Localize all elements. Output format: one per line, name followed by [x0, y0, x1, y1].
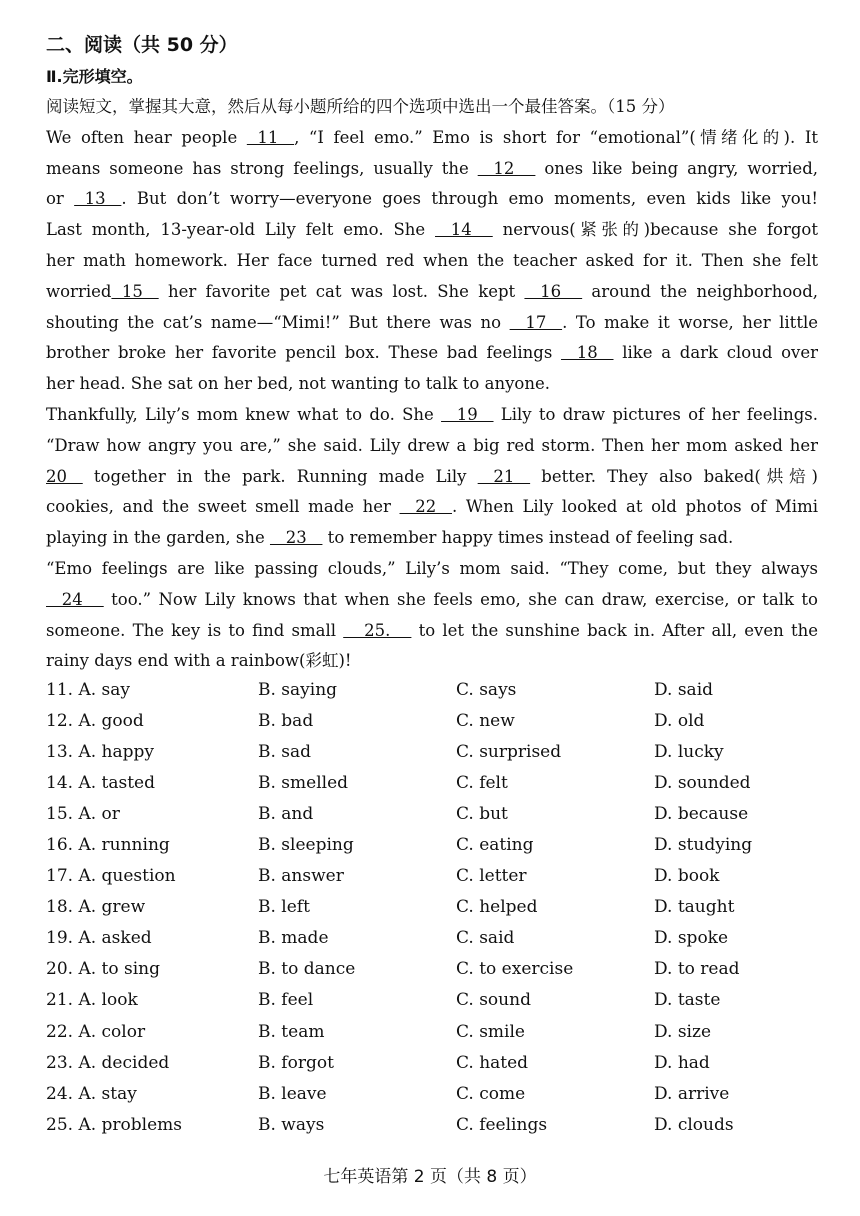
option-b: B. leave	[258, 1083, 327, 1104]
option-a: 15. A. or	[46, 803, 120, 824]
question-row	[46, 892, 826, 923]
blank-19: 19	[441, 404, 494, 424]
option-a: 17. A. question	[46, 866, 176, 887]
blank-18: 18	[561, 343, 614, 363]
part-title: Ⅱ.完形填空。	[46, 67, 143, 86]
blank-14: 14	[435, 220, 493, 240]
blank-15: 15	[111, 281, 159, 301]
question-row	[46, 1016, 826, 1047]
option-a: 18. A. grew	[46, 897, 146, 918]
passage-line: 24 too.” Now Lily knows that when she feels emo, she can draw, exercise, or talk to	[46, 585, 818, 616]
option-a: 13. A. happy	[46, 741, 154, 762]
option-a: 12. A. good	[46, 710, 144, 731]
blank-25: 25.	[343, 620, 412, 640]
passage-line: “Draw how angry you are,” she said. Lily drew a big red storm. Then her mom asked her	[46, 435, 818, 455]
passage-line: cookies, and the sweet smell made her 22 . When Lily looked at old photos of Mimi	[46, 492, 818, 523]
option-b: B. sad	[258, 741, 312, 762]
passage-line: Thankfully, Lily’s mom knew what to do. She 19 Lily to draw pictures of her feelings.	[46, 400, 818, 431]
option-b: B. bad	[258, 710, 314, 731]
blank-17: 17	[509, 312, 563, 332]
blank-22: 22	[399, 497, 452, 517]
option-c: C. to exercise	[456, 959, 574, 980]
option-d: D. to read	[654, 959, 740, 980]
question-number: 23.	[46, 1052, 74, 1073]
question-row	[46, 1109, 826, 1140]
question-number: 16.	[46, 835, 74, 856]
option-b: B. saying	[258, 679, 338, 700]
option-a: 24. A. stay	[46, 1083, 137, 1104]
option-b: B. ways	[258, 1114, 325, 1135]
option-d: D. arrive	[654, 1083, 730, 1104]
passage-line: her head. She sat on her bed, not wanting to talk to anyone.	[46, 374, 550, 394]
option-a: 19. A. asked	[46, 928, 152, 949]
option-b: B. feel	[258, 990, 314, 1011]
blank-23: 23	[269, 528, 323, 548]
option-d: D. old	[654, 710, 705, 731]
blank-12: 12	[477, 158, 536, 178]
question-row	[46, 736, 826, 767]
passage-line: someone. The key is to find small 25. to let the sunshine back in. After all, even the	[46, 616, 818, 647]
question-number: 11.	[46, 679, 74, 700]
option-c: C. smile	[456, 1021, 525, 1042]
option-b: B. sleeping	[258, 835, 354, 856]
section-title: 二、阅读（共 50 分）	[46, 34, 238, 56]
question-row	[46, 829, 826, 860]
passage-line: playing in the garden, she 23 to remember happy times instead of feeling sad.	[46, 523, 818, 554]
option-a: 11. A. say	[46, 679, 131, 700]
question-number: 19.	[46, 928, 74, 949]
option-b: B. left	[258, 897, 310, 918]
question-row	[46, 985, 826, 1016]
option-d: D. clouds	[654, 1114, 734, 1135]
instruction-line: 阅读短文，掌握其大意，然后从每小题所给的四个选项中选出一个最佳答案。（15 分）	[46, 97, 675, 116]
question-row	[46, 1047, 826, 1078]
question-number: 17.	[46, 866, 74, 887]
option-c: C. new	[456, 710, 515, 731]
question-number: 22.	[46, 1021, 74, 1042]
passage-line: means someone has strong feelings, usually the 12 ones like being angry, worried,	[46, 154, 818, 185]
passage-line: 20 together in the park. Running made Lily 21 better. They also baked(烘焙)	[46, 462, 818, 493]
option-d: D. spoke	[654, 928, 729, 949]
option-d: D. taught	[654, 897, 735, 918]
option-c: C. feelings	[456, 1114, 548, 1135]
blank-21: 21	[477, 466, 531, 486]
question-row	[46, 954, 826, 985]
option-d: D. taste	[654, 990, 721, 1011]
option-c: C. hated	[456, 1052, 529, 1073]
option-c: C. helped	[456, 897, 538, 918]
blank-16: 16	[524, 281, 583, 301]
passage-line: rainy days end with a rainbow(彩虹)!	[46, 651, 352, 671]
blank-13: 13	[74, 189, 122, 209]
option-d: D. size	[654, 1021, 712, 1042]
question-number: 24.	[46, 1083, 74, 1104]
question-row	[46, 1078, 826, 1109]
page-footer: 七年英语第 2 页（共 8 页）	[323, 1167, 537, 1187]
option-c: C. says	[456, 679, 517, 700]
answer-options	[46, 674, 826, 1140]
passage-line: worried 15 her favorite pet cat was lost. She kept 16 around the neighborhood,	[46, 277, 818, 308]
option-c: C. said	[456, 928, 515, 949]
option-b: B. smelled	[258, 772, 349, 793]
blank-11: 11	[246, 127, 295, 147]
passage-line: “Emo feelings are like passing clouds,” Lily’s mom said. “They come, but they always	[46, 558, 818, 578]
question-row	[46, 798, 826, 829]
option-a: 14. A. tasted	[46, 772, 156, 793]
question-number: 15.	[46, 803, 74, 824]
option-a: 22. A. color	[46, 1021, 146, 1042]
passage-line: We often hear people 11 , “I feel emo.” Emo is short for “emotional”(情绪化的). It	[46, 123, 818, 154]
blank-24: 24	[46, 589, 104, 609]
option-b: B. forgot	[258, 1052, 334, 1073]
question-number: 20.	[46, 959, 74, 980]
passage-line: shouting the cat’s name—“Mimi!” But there was no 17 . To make it worse, her little	[46, 308, 818, 339]
passage-line: Last month, 13-year-old Lily felt emo. She 14 nervous(紧张的)because she forgot	[46, 215, 818, 246]
passage-line: or 13 . But don’t worry—everyone goes through emo moments, even kids like you!	[46, 184, 818, 215]
option-d: D. had	[654, 1052, 710, 1073]
passage-line: her math homework. Her face turned red when the teacher asked for it. Then she felt	[46, 250, 818, 270]
option-a: 25. A. problems	[46, 1114, 183, 1135]
question-number: 14.	[46, 772, 74, 793]
option-a: 16. A. running	[46, 835, 170, 856]
option-d: D. book	[654, 866, 720, 887]
option-b: B. answer	[258, 866, 344, 887]
option-c: C. but	[456, 803, 508, 824]
question-row	[46, 767, 826, 798]
question-number: 12.	[46, 710, 74, 731]
option-c: C. felt	[456, 772, 508, 793]
option-b: B. and	[258, 803, 314, 824]
option-d: D. studying	[654, 835, 753, 856]
option-c: C. sound	[456, 990, 531, 1011]
option-b: B. made	[258, 928, 329, 949]
question-row	[46, 923, 826, 954]
question-number: 13.	[46, 741, 74, 762]
option-c: C. letter	[456, 866, 527, 887]
option-d: D. sounded	[654, 772, 751, 793]
question-number: 25.	[46, 1114, 74, 1135]
option-a: 21. A. look	[46, 990, 138, 1011]
option-a: 20. A. to sing	[46, 959, 160, 980]
passage-line: brother broke her favorite pencil box. These bad feelings 18 like a dark cloud over	[46, 338, 818, 369]
option-d: D. said	[654, 679, 714, 700]
option-d: D. because	[654, 803, 749, 824]
option-c: C. come	[456, 1083, 526, 1104]
question-row	[46, 705, 826, 736]
question-number: 21.	[46, 990, 74, 1011]
option-c: C. eating	[456, 835, 534, 856]
cloze-passage	[46, 92, 818, 677]
option-b: B. team	[258, 1021, 325, 1042]
option-b: B. to dance	[258, 959, 356, 980]
option-c: C. surprised	[456, 741, 562, 762]
option-a: 23. A. decided	[46, 1052, 170, 1073]
question-row	[46, 674, 826, 705]
blank-20: 20	[46, 466, 67, 486]
option-d: D. lucky	[654, 741, 724, 762]
question-number: 18.	[46, 897, 74, 918]
question-row	[46, 861, 826, 892]
